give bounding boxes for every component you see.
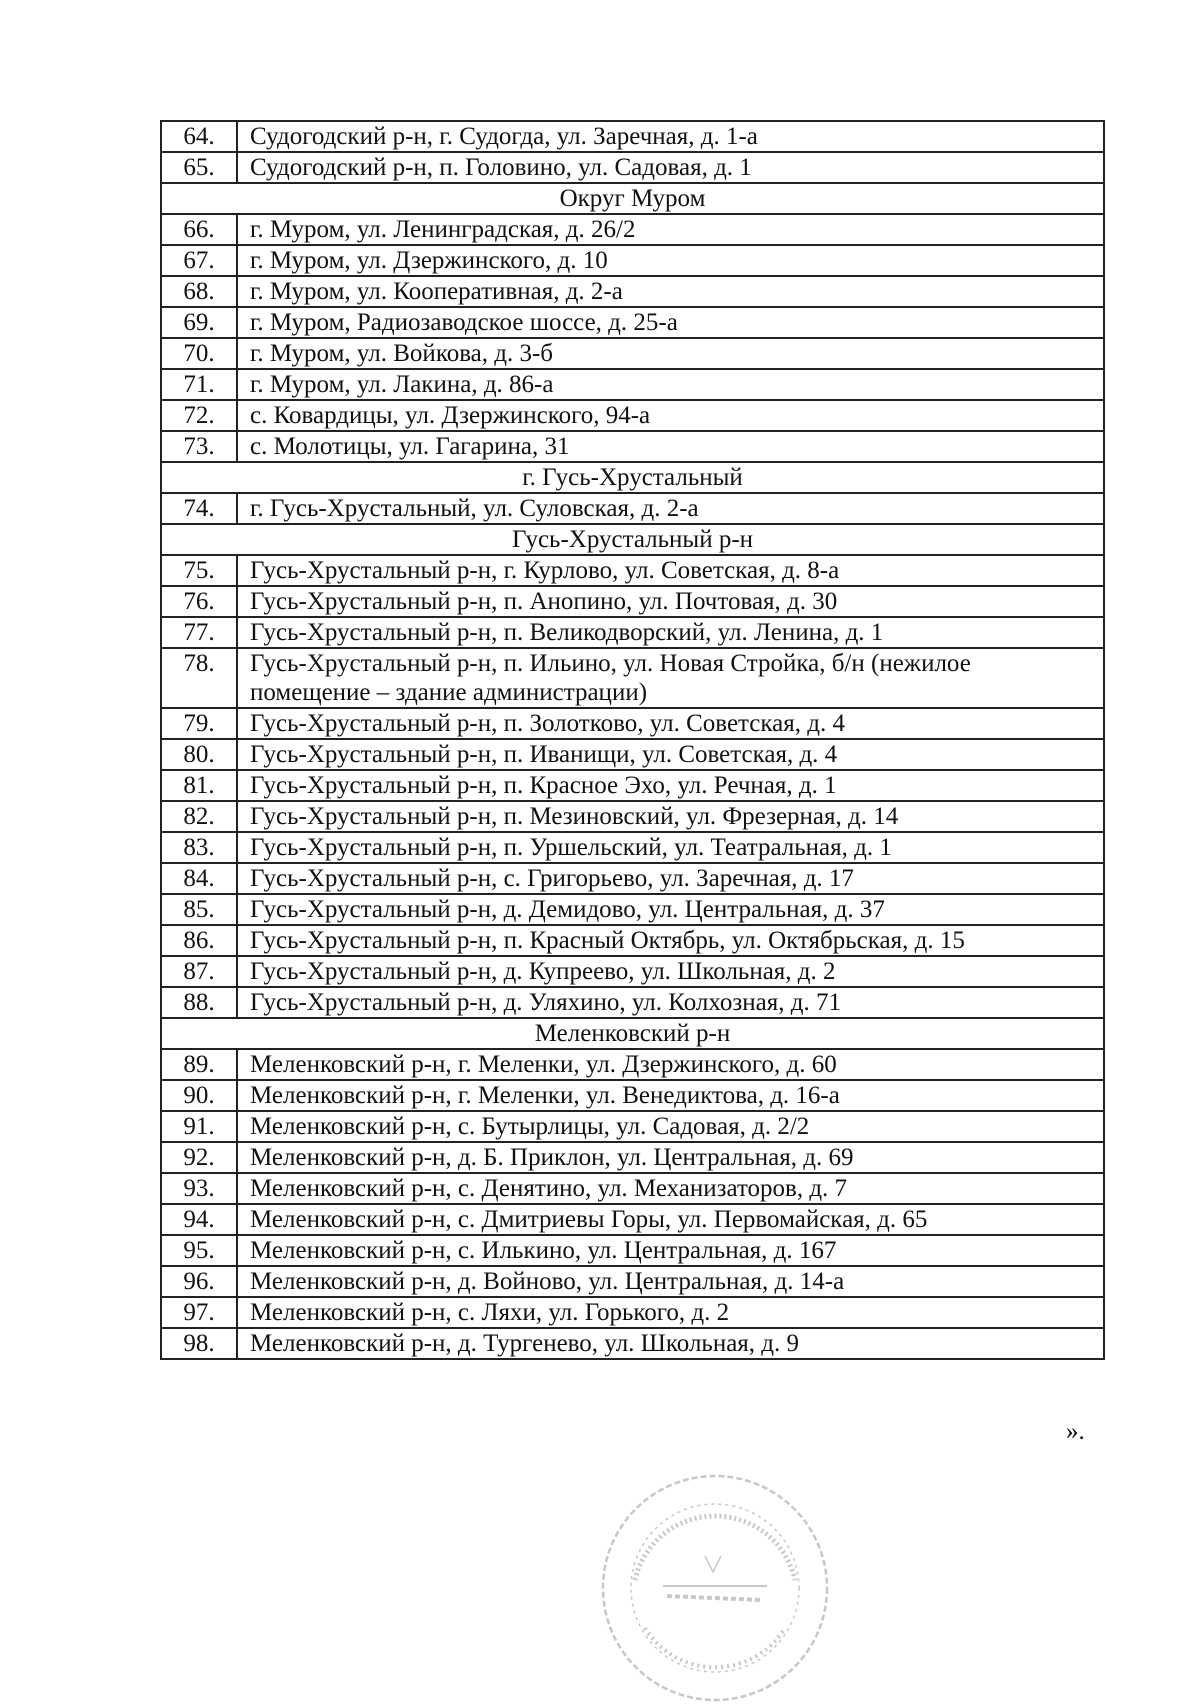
- table-row: [161, 708, 1104, 739]
- row-address: Гусь-Хрустальный р-н, д. Уляхино, ул. Колхозная, д. 71: [237, 987, 1104, 1018]
- row-address: Гусь-Хрустальный р-н, д. Демидово, ул. Центральная, д. 37: [237, 894, 1104, 925]
- row-address: г. Муром, ул. Дзержинского, д. 10: [237, 245, 1104, 276]
- row-number: 92.: [161, 1142, 237, 1173]
- table-row: [161, 956, 1104, 987]
- section-header-row: [161, 183, 1104, 214]
- table-row: [161, 493, 1104, 524]
- row-address: Меленковский р-н, д. Войново, ул. Центральная, д. 14-а: [237, 1266, 1104, 1297]
- section-title: Округ Муром: [161, 183, 1104, 214]
- row-number: 86.: [161, 925, 237, 956]
- row-address: Меленковский р-н, д. Тургенево, ул. Школьная, д. 9: [237, 1328, 1104, 1359]
- row-number: 75.: [161, 555, 237, 586]
- row-address: Гусь-Хрустальный р-н, п. Великодворский, ул. Ленина, д. 1: [237, 617, 1104, 648]
- row-number: 95.: [161, 1235, 237, 1266]
- row-number: 82.: [161, 801, 237, 832]
- row-address: г. Муром, ул. Кооперативная, д. 2-а: [237, 276, 1104, 307]
- row-number: 91.: [161, 1111, 237, 1142]
- table-row: [161, 555, 1104, 586]
- row-address: Гусь-Хрустальный р-н, д. Купреево, ул. Школьная, д. 2: [237, 956, 1104, 987]
- table-row: [161, 1235, 1104, 1266]
- row-address: Гусь-Хрустальный р-н, п. Золотково, ул. Советская, д. 4: [237, 708, 1104, 739]
- table-row: [161, 739, 1104, 770]
- row-address: Меленковский р-н, с. Дмитриевы Горы, ул. Первомайская, д. 65: [237, 1204, 1104, 1235]
- official-seal-stamp: [595, 1468, 835, 1708]
- table-row: [161, 1328, 1104, 1359]
- table-row: [161, 1080, 1104, 1111]
- row-number: 66.: [161, 214, 237, 245]
- table-row: [161, 1142, 1104, 1173]
- row-address: г. Муром, Радиозаводское шоссе, д. 25-а: [237, 307, 1104, 338]
- row-number: 73.: [161, 431, 237, 462]
- row-number: 68.: [161, 276, 237, 307]
- section-header-row: [161, 462, 1104, 493]
- table-row: [161, 801, 1104, 832]
- table-row: [161, 214, 1104, 245]
- row-address: Гусь-Хрустальный р-н, п. Уршельский, ул. Театральная, д. 1: [237, 832, 1104, 863]
- row-address: Меленковский р-н, с. Денятино, ул. Механизаторов, д. 7: [237, 1173, 1104, 1204]
- row-address: Гусь-Хрустальный р-н, с. Григорьево, ул. Заречная, д. 17: [237, 863, 1104, 894]
- section-title: Меленковский р-н: [161, 1018, 1104, 1049]
- row-number: 64.: [161, 121, 237, 152]
- table-row: [161, 307, 1104, 338]
- row-number: 88.: [161, 987, 237, 1018]
- table-row: [161, 925, 1104, 956]
- row-address: Гусь-Хрустальный р-н, п. Ильино, ул. Новая Стройка, б/н (нежилое помещение – здание администрации): [237, 648, 1104, 708]
- table-row: [161, 863, 1104, 894]
- row-number: 77.: [161, 617, 237, 648]
- row-address: Меленковский р-н, г. Меленки, ул. Венедиктова, д. 16-а: [237, 1080, 1104, 1111]
- row-number: 67.: [161, 245, 237, 276]
- row-address: Гусь-Хрустальный р-н, п. Иванищи, ул. Советская, д. 4: [237, 739, 1104, 770]
- section-title: Гусь-Хрустальный р-н: [161, 524, 1104, 555]
- row-number: 83.: [161, 832, 237, 863]
- table-row: [161, 832, 1104, 863]
- row-address: Судогодский р-н, п. Головино, ул. Садовая, д. 1: [237, 152, 1104, 183]
- row-address: Меленковский р-н, с. Бутырлицы, ул. Садовая, д. 2/2: [237, 1111, 1104, 1142]
- row-address: г. Муром, ул. Войкова, д. 3-б: [237, 338, 1104, 369]
- row-number: 69.: [161, 307, 237, 338]
- table-row: [161, 431, 1104, 462]
- row-number: 90.: [161, 1080, 237, 1111]
- address-table: [160, 120, 1105, 1360]
- row-address: Меленковский р-н, с. Илькино, ул. Центральная, д. 167: [237, 1235, 1104, 1266]
- row-number: 85.: [161, 894, 237, 925]
- row-address: г. Муром, ул. Ленинградская, д. 26/2: [237, 214, 1104, 245]
- row-number: 71.: [161, 369, 237, 400]
- section-title: г. Гусь-Хрустальный: [161, 462, 1104, 493]
- row-number: 80.: [161, 739, 237, 770]
- table-row: [161, 894, 1104, 925]
- table-row: [161, 400, 1104, 431]
- row-number: 84.: [161, 863, 237, 894]
- table-row: [161, 1111, 1104, 1142]
- row-address: Меленковский р-н, г. Меленки, ул. Дзержинского, д. 60: [237, 1049, 1104, 1080]
- row-address: г. Гусь-Хрустальный, ул. Суловская, д. 2-а: [237, 493, 1104, 524]
- row-address: Гусь-Хрустальный р-н, п. Мезиновский, ул. Фрезерная, д. 14: [237, 801, 1104, 832]
- row-address: Меленковский р-н, д. Б. Приклон, ул. Центральная, д. 69: [237, 1142, 1104, 1173]
- section-header-row: [161, 524, 1104, 555]
- row-number: 78.: [161, 648, 237, 708]
- table-row: [161, 617, 1104, 648]
- row-number: 96.: [161, 1266, 237, 1297]
- row-number: 94.: [161, 1204, 237, 1235]
- row-number: 72.: [161, 400, 237, 431]
- table-row: [161, 1049, 1104, 1080]
- table-row: [161, 1204, 1104, 1235]
- row-address: г. Муром, ул. Лакина, д. 86-а: [237, 369, 1104, 400]
- address-table-body: [161, 121, 1104, 1359]
- row-address: с. Молотицы, ул. Гагарина, 31: [237, 431, 1104, 462]
- section-header-row: [161, 1018, 1104, 1049]
- table-row: [161, 245, 1104, 276]
- closing-quote-mark: ».: [1066, 1418, 1085, 1445]
- row-number: 81.: [161, 770, 237, 801]
- table-row: [161, 121, 1104, 152]
- row-number: 87.: [161, 956, 237, 987]
- row-number: 89.: [161, 1049, 237, 1080]
- table-row: [161, 1297, 1104, 1328]
- table-row: [161, 770, 1104, 801]
- table-row: [161, 1173, 1104, 1204]
- row-number: 97.: [161, 1297, 237, 1328]
- row-number: 79.: [161, 708, 237, 739]
- table-row: [161, 648, 1104, 708]
- table-row: [161, 369, 1104, 400]
- row-address: Меленковский р-н, с. Ляхи, ул. Горького, д. 2: [237, 1297, 1104, 1328]
- row-address: Гусь-Хрустальный р-н, п. Красный Октябрь, ул. Октябрьская, д. 15: [237, 925, 1104, 956]
- row-address: с. Ковардицы, ул. Дзержинского, 94-а: [237, 400, 1104, 431]
- table-row: [161, 152, 1104, 183]
- table-row: [161, 338, 1104, 369]
- row-number: 93.: [161, 1173, 237, 1204]
- row-number: 65.: [161, 152, 237, 183]
- table-row: [161, 276, 1104, 307]
- table-row: [161, 987, 1104, 1018]
- row-number: 70.: [161, 338, 237, 369]
- table-row: [161, 1266, 1104, 1297]
- row-address: Гусь-Хрустальный р-н, п. Анопино, ул. Почтовая, д. 30: [237, 586, 1104, 617]
- row-number: 98.: [161, 1328, 237, 1359]
- row-address: Гусь-Хрустальный р-н, г. Курлово, ул. Советская, д. 8-а: [237, 555, 1104, 586]
- row-number: 76.: [161, 586, 237, 617]
- row-address: Гусь-Хрустальный р-н, п. Красное Эхо, ул. Речная, д. 1: [237, 770, 1104, 801]
- row-number: 74.: [161, 493, 237, 524]
- row-address: Судогодский р-н, г. Судогда, ул. Заречная, д. 1-а: [237, 121, 1104, 152]
- table-row: [161, 586, 1104, 617]
